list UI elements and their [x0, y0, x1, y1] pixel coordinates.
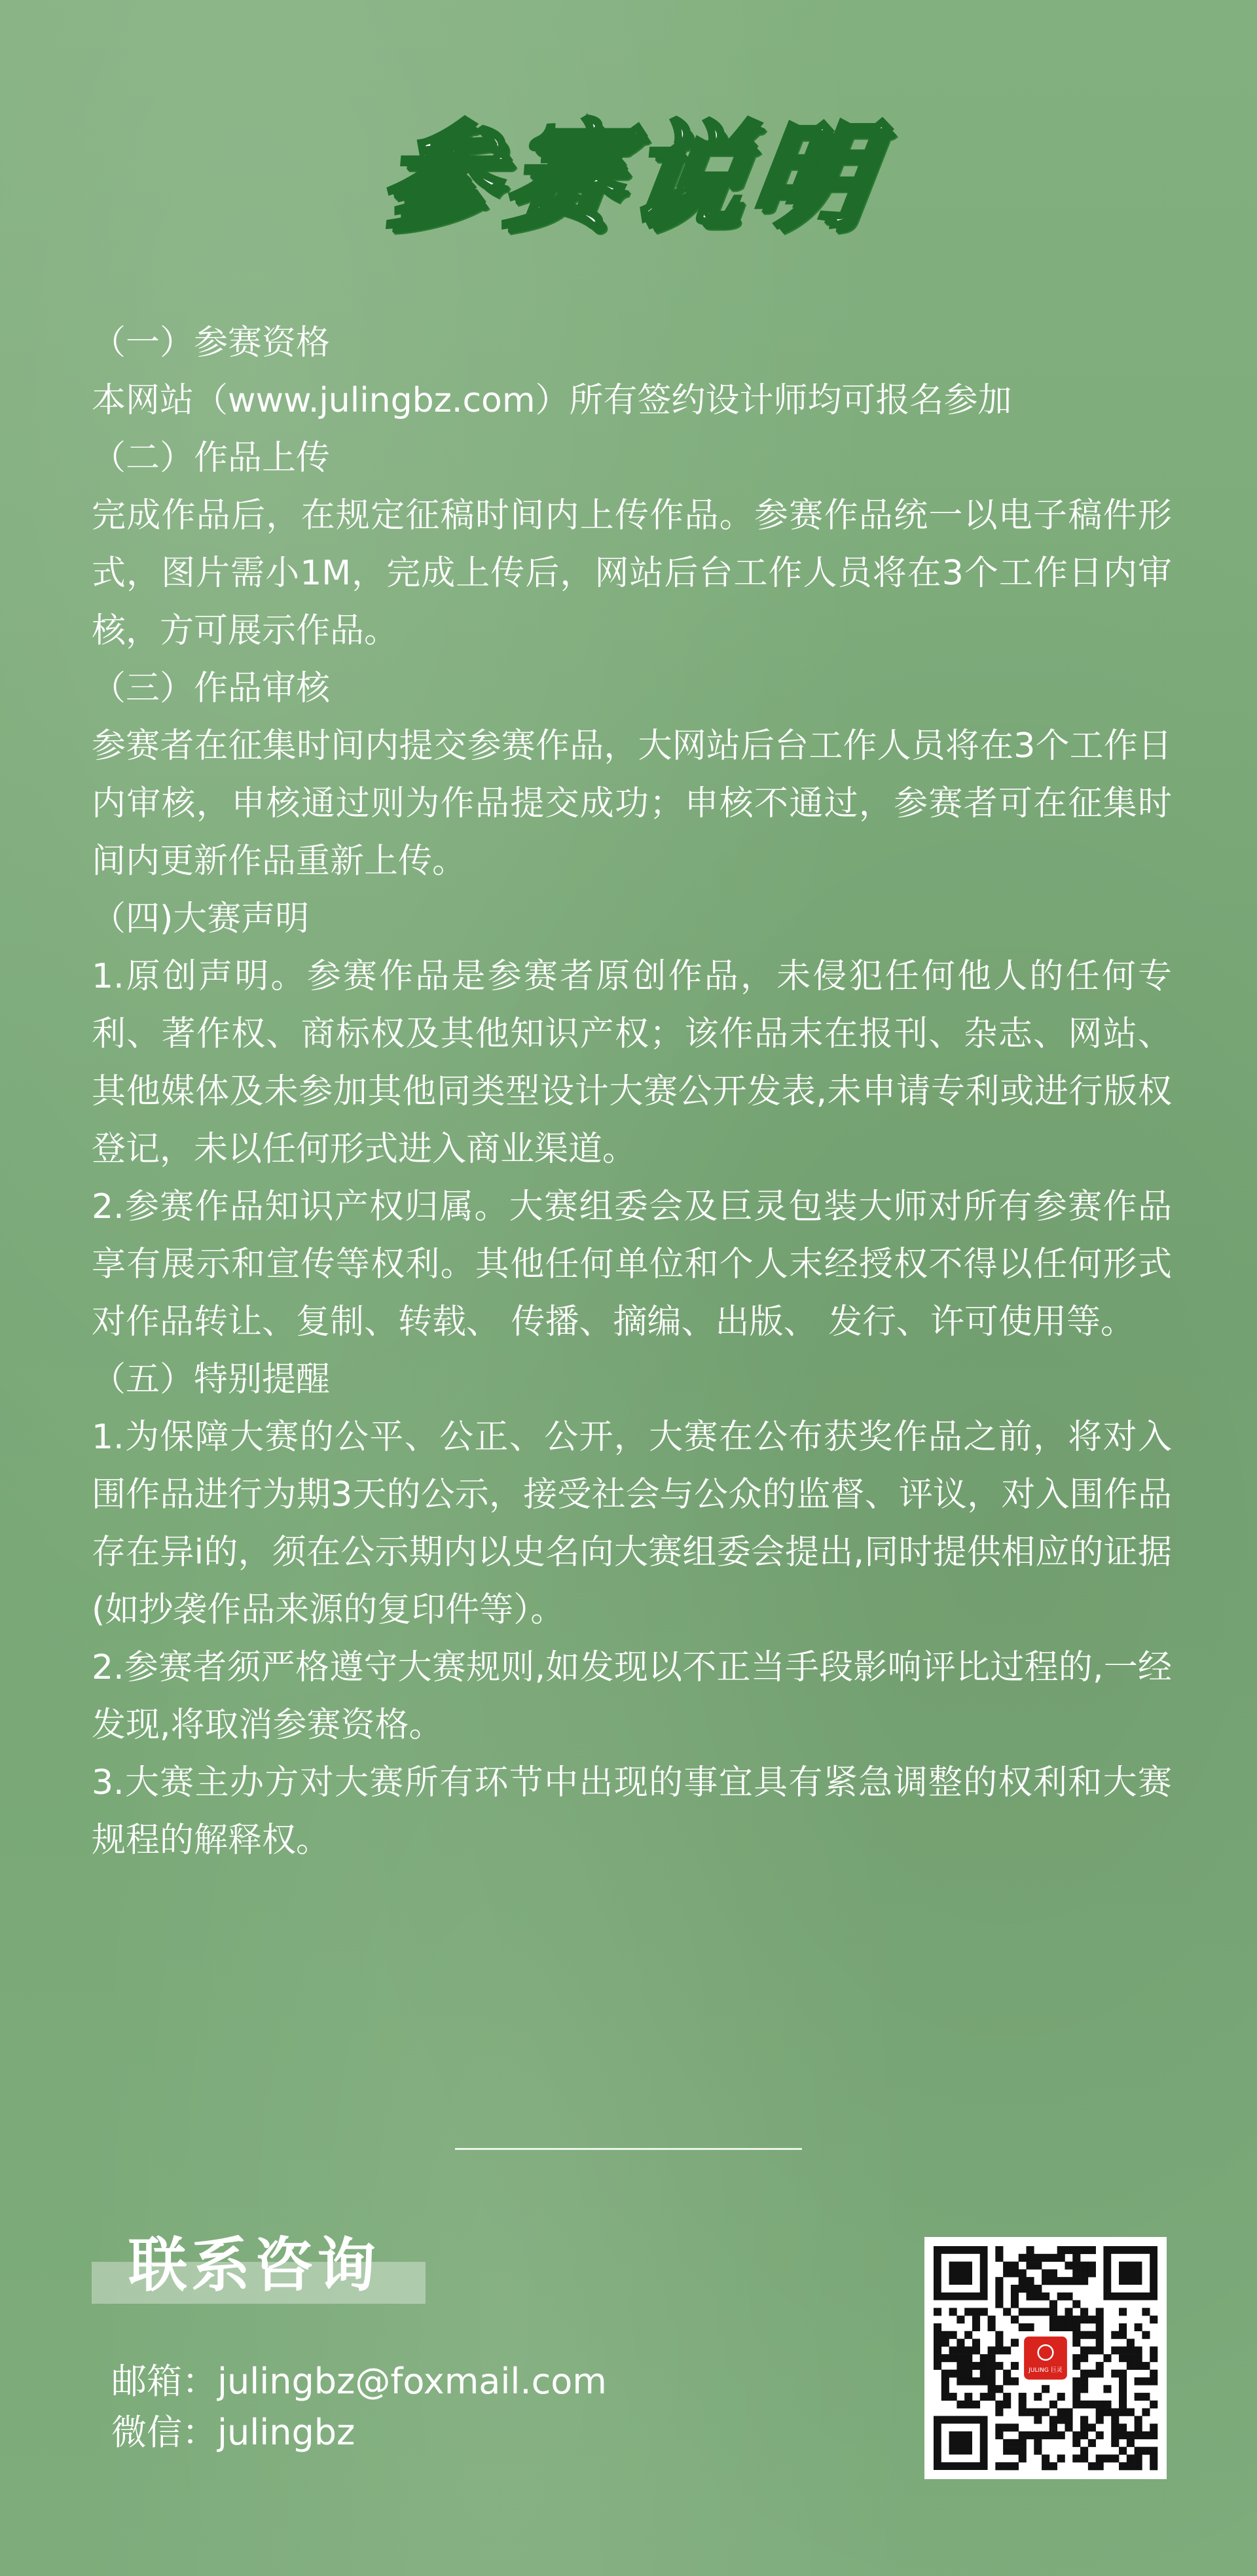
- section-paragraph: 2.参赛者须严格遵守大赛规则,如发现以不正当手段影响评比过程的,一经发现,将取消参赛资格。: [92, 1648, 1172, 1745]
- contact-heading: 联系咨询: [128, 2231, 380, 2300]
- qr-logo-text: JULING 巨灵: [1029, 2367, 1063, 2374]
- rules-content: [92, 314, 1172, 1869]
- contact-heading-block: [92, 2227, 426, 2305]
- divider: [455, 2148, 802, 2150]
- qr-finder-pattern: [1103, 2246, 1157, 2300]
- section-paragraph: 1.原创声明。参赛作品是参赛者原创作品，未侵犯任何他人的任何专利、著作权、商标权及其他知识产权；该作品末在报刊、杂志、网站、其他媒体及未参加其他同类型设计大赛公开发表,未申请专利或进行版权登记，未以任何形式进入商业渠道。: [92, 957, 1172, 1169]
- qr-logo: [1023, 2335, 1069, 2382]
- section-reminder: [92, 1351, 1172, 1869]
- qr-code[interactable]: [924, 2237, 1167, 2479]
- section-review: [92, 660, 1172, 890]
- page-title: 参赛说明: [373, 109, 884, 243]
- qr-finder-pattern: [934, 2416, 988, 2470]
- section-statement: [92, 890, 1172, 1351]
- section-paragraph: 本网站（www.julingbz.com）所有签约设计师均可报名参加: [92, 381, 1012, 420]
- title-block: [0, 111, 1257, 242]
- section-heading: （三）作品审核: [92, 669, 331, 708]
- email-line[interactable]: 邮箱：julingbz@foxmail.com: [111, 2361, 607, 2402]
- wechat-line: 微信：julingbz: [111, 2412, 355, 2453]
- section-eligibility: [92, 314, 1172, 429]
- qr-code-graphic: [924, 2237, 1167, 2479]
- section-paragraph: 3.大赛主办方对大赛所有环节中出现的事宜具有紧急调整的权利和大赛规程的解释权。: [92, 1763, 1172, 1860]
- section-upload: [92, 429, 1172, 660]
- contact-info: [111, 2356, 831, 2458]
- qr-finder-pattern: [934, 2246, 988, 2300]
- section-heading: （五）特别提醒: [92, 1360, 331, 1399]
- section-paragraph: 完成作品后，在规定征稿时间内上传作品。参赛作品统一以电子稿件形式，图片需小1M，完成上传后，网站后台工作人员将在3个工作日内审核，方可展示作品。: [92, 496, 1172, 651]
- section-paragraph: 1.为保障大赛的公平、公正、公开，大赛在公布获奖作品之前，将对入围作品进行为期3天的公示，接受社会与公众的监督、评议，对入围作品存在异i的，须在公示期内以史名向大赛组委会提出,同时提供相应的证据(如抄袭作品来源的复印件等）。: [92, 1418, 1172, 1630]
- section-heading: （四)大赛声明: [92, 899, 310, 939]
- section-paragraph: 参赛者在征集时间内提交参赛作品，大网站后台工作人员将在3个工作日内审核，申核通过则为作品提交成功；申核不通过，参赛者可在征集时间内更新作品重新上传。: [92, 726, 1172, 881]
- section-heading: （二）作品上传: [92, 438, 331, 478]
- section-heading: （一）参赛资格: [92, 323, 331, 363]
- section-paragraph: 2.参赛作品知识产权归属。大赛组委会及巨灵包装大师对所有参赛作品享有展示和宣传等权利。其他任何单位和个人末经授权不得以任何形式对作品转让、复制、转载、 传播、摘编、出版、 发行、许可使用等。: [92, 1187, 1172, 1342]
